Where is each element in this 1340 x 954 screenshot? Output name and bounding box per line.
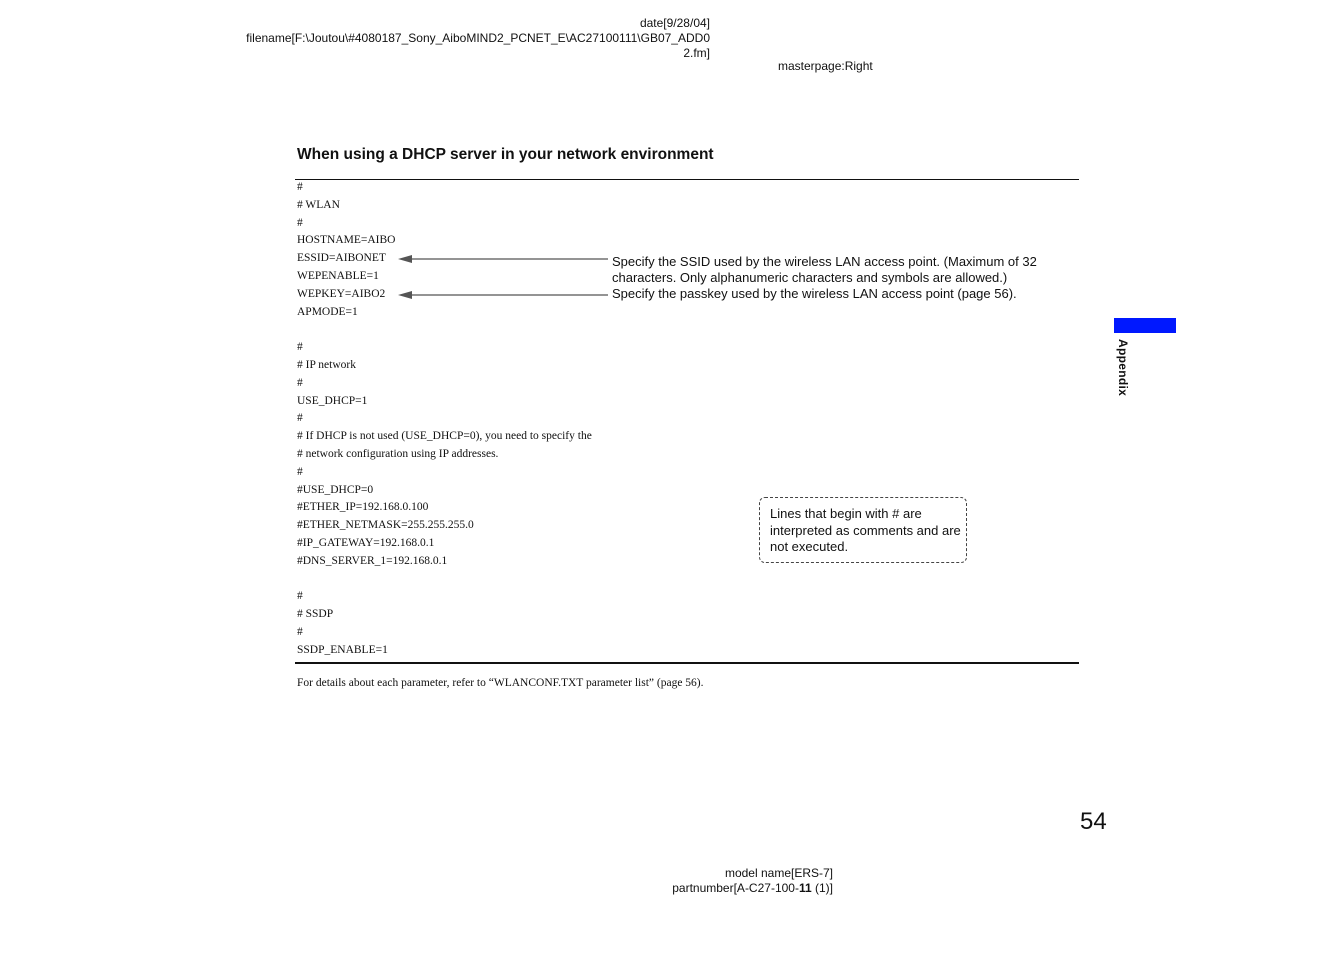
code-line: # SSDP xyxy=(297,608,334,621)
code-line: #USE_DHCP=0 xyxy=(297,483,374,496)
ssid-note: Specify the SSID used by the wireless LAN access point. (Maximum of 32 characters. Only alphanumeric characters and symbols are allowed.) xyxy=(612,254,1037,285)
code-line: # xyxy=(297,590,303,603)
code-line: USE_DHCP=1 xyxy=(297,394,368,407)
code-line: #IP_GATEWAY=192.168.0.1 xyxy=(297,536,435,549)
code-line: # IP network xyxy=(297,358,356,371)
partnumber-suffix: (1)] xyxy=(811,881,833,895)
footer-model-name: model name[ERS-7] xyxy=(724,866,833,880)
code-line: HOSTNAME=AIBO xyxy=(297,234,396,247)
code-line: WEPENABLE=1 xyxy=(297,269,379,282)
side-tab-marker xyxy=(1114,318,1176,333)
code-line: # WLAN xyxy=(297,198,340,211)
header-masterpage: masterpage:Right xyxy=(778,59,873,73)
code-line-wepkey: WEPKEY=AIBO2 xyxy=(297,287,386,300)
code-line: # network configuration using IP addresses. xyxy=(297,447,499,460)
code-line: # xyxy=(297,625,303,638)
footer-partnumber xyxy=(533,881,833,896)
header-date: date[9/28/04] xyxy=(639,16,710,30)
wepkey-note: Specify the passkey used by the wireless LAN access point (page 56). xyxy=(612,286,1017,301)
code-line: # xyxy=(297,465,303,478)
code-line: # xyxy=(297,216,303,229)
code-line: #DNS_SERVER_1=192.168.0.1 xyxy=(297,554,448,567)
footnote: For details about each parameter, refer to “WLANCONF.TXT parameter list” (page 56). xyxy=(297,677,704,689)
print-footer xyxy=(533,866,833,896)
header-filename-line1: filename[F:\Joutou\#4080187_Sony_AiboMIND2_PCNET_E\AC27100111\GB07_ADD0 xyxy=(246,31,710,45)
partnumber-prefix: partnumber[A-C27-100- xyxy=(672,881,799,895)
code-line: APMODE=1 xyxy=(297,305,358,318)
essid-arrow xyxy=(398,255,608,263)
header-filename-line2: 2.fm] xyxy=(683,46,710,60)
code-line: # xyxy=(297,341,303,354)
code-line: SSDP_ENABLE=1 xyxy=(297,643,388,656)
section-title: When using a DHCP server in your network environment xyxy=(297,146,714,163)
code-line: # If DHCP is not used (USE_DHCP=0), you need to specify the xyxy=(297,430,592,443)
page-number: 54 xyxy=(1080,808,1107,835)
wepkey-arrow xyxy=(398,291,608,299)
code-line: # xyxy=(297,376,303,389)
code-line: #ETHER_IP=192.168.0.100 xyxy=(297,501,429,514)
partnumber-bold: 11 xyxy=(798,881,812,895)
code-line-essid: ESSID=AIBONET xyxy=(297,252,386,265)
code-line: # xyxy=(297,412,303,425)
code-line: # xyxy=(297,181,303,193)
bottom-rule xyxy=(295,662,1079,664)
comment-callout-box: Lines that begin with # are interpreted as comments and are not executed. xyxy=(759,497,967,563)
code-line: #ETHER_NETMASK=255.255.255.0 xyxy=(297,519,474,532)
side-tab-label: Appendix xyxy=(1116,339,1130,397)
